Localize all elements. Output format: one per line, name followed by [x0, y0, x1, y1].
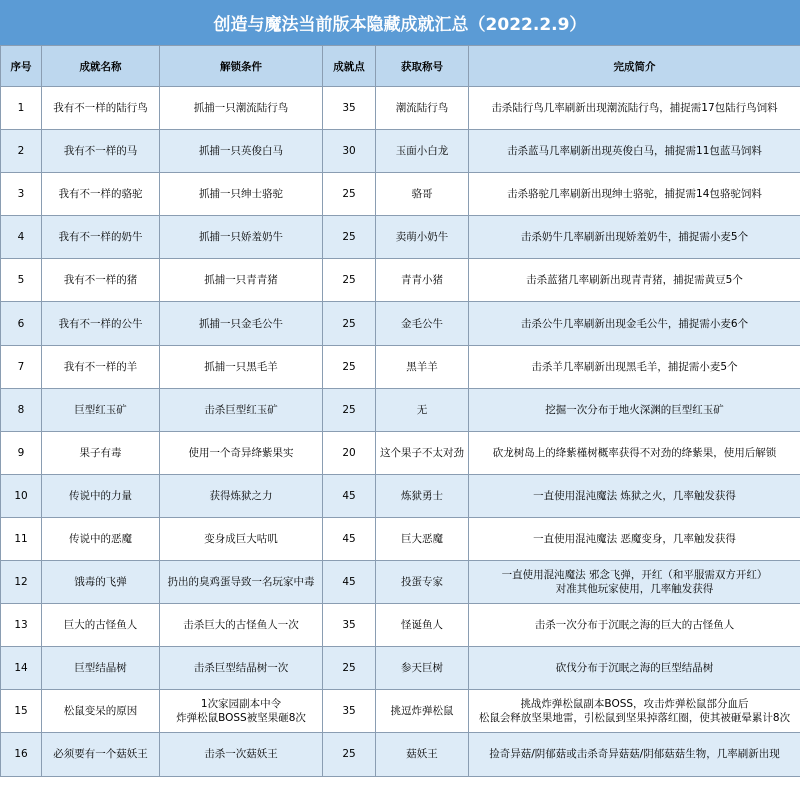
- cell-name: 巨型结晶树: [42, 647, 160, 690]
- cell-condition: 击杀巨大的古怪鱼人一次: [160, 604, 323, 647]
- cell-condition: [160, 690, 323, 733]
- cell-condition: 获得炼狱之力: [160, 474, 323, 517]
- table-row: [1, 517, 800, 560]
- table-row: [1, 259, 800, 302]
- cell-name: 松鼠变呆的原因: [42, 690, 160, 733]
- cell-description: 击杀陆行鸟几率刷新出现潮流陆行鸟，捕捉需17包陆行鸟饲料: [469, 87, 800, 130]
- cell-points: 25: [323, 173, 376, 216]
- cell-title: 黑羊羊: [376, 345, 469, 388]
- cell-condition-line-2: 炸弹松鼠BOSS被坚果砸8次: [176, 712, 306, 725]
- cell-condition: 抓捕一只金毛公牛: [160, 302, 323, 345]
- cell-index: 15: [1, 690, 42, 733]
- cell-name: 必须要有一个菇妖王: [42, 733, 160, 776]
- cell-condition: 击杀巨型红玉矿: [160, 388, 323, 431]
- cell-title: 潮流陆行鸟: [376, 87, 469, 130]
- cell-title: 这个果子不太对劲: [376, 431, 469, 474]
- cell-points: 25: [323, 302, 376, 345]
- cell-points: 25: [323, 388, 376, 431]
- cell-description-line-2: 松鼠会释放坚果地雷，引松鼠到坚果掉落红圈，使其被砸晕累计8次: [478, 712, 791, 725]
- cell-name: 我有不一样的羊: [42, 345, 160, 388]
- cell-description-line-1: 一直使用混沌魔法 邪念飞弹，开红（和平服需双方开红）: [501, 569, 768, 582]
- cell-points: 25: [323, 733, 376, 776]
- cell-name: 传说中的恶魔: [42, 517, 160, 560]
- cell-points: 25: [323, 647, 376, 690]
- cell-points: 30: [323, 130, 376, 173]
- cell-description-line-1: 挑战炸弹松鼠副本BOSS，攻击炸弹松鼠部分血后: [520, 698, 749, 711]
- cell-condition: 抓捕一只青青猪: [160, 259, 323, 302]
- table-row: [1, 474, 800, 517]
- cell-description: 击杀骆驼几率刷新出现绅士骆驼，捕捉需14包骆驼饲料: [469, 173, 800, 216]
- cell-description: 一直使用混沌魔法 炼狱之火，几率触发获得: [469, 474, 800, 517]
- cell-points: 25: [323, 259, 376, 302]
- cell-title: 巨大恶魔: [376, 517, 469, 560]
- cell-description: [469, 690, 800, 733]
- header-points: 成就点: [323, 46, 376, 87]
- table-row: [1, 561, 800, 604]
- cell-condition: 击杀一次菇妖王: [160, 733, 323, 776]
- cell-title: 菇妖王: [376, 733, 469, 776]
- cell-condition: 抓捕一只英俊白马: [160, 130, 323, 173]
- cell-index: 5: [1, 259, 42, 302]
- cell-points: 20: [323, 431, 376, 474]
- table-row: [1, 173, 800, 216]
- cell-condition: 扔出的臭鸡蛋导致一名玩家中毒: [160, 561, 323, 604]
- cell-title: 投蛋专家: [376, 561, 469, 604]
- cell-name: 我有不一样的骆驼: [42, 173, 160, 216]
- cell-name: 我有不一样的陆行鸟: [42, 87, 160, 130]
- table-row: [1, 604, 800, 647]
- cell-index: 9: [1, 431, 42, 474]
- cell-condition: 使用一个奇异绛紫果实: [160, 431, 323, 474]
- table-row: [1, 733, 800, 776]
- cell-title: 金毛公牛: [376, 302, 469, 345]
- cell-index: 12: [1, 561, 42, 604]
- cell-index: 16: [1, 733, 42, 776]
- cell-title: 参天巨树: [376, 647, 469, 690]
- cell-points: 25: [323, 216, 376, 259]
- table-row: [1, 690, 800, 733]
- cell-points: 35: [323, 604, 376, 647]
- cell-description: 一直使用混沌魔法 恶魔变身，几率触发获得: [469, 517, 800, 560]
- cell-title: 骆哥: [376, 173, 469, 216]
- cell-name: 饿毒的飞弹: [42, 561, 160, 604]
- cell-description: 砍伐分布于沉眠之海的巨型结晶树: [469, 647, 800, 690]
- cell-index: 7: [1, 345, 42, 388]
- cell-index: 14: [1, 647, 42, 690]
- cell-title: 无: [376, 388, 469, 431]
- cell-description: 击杀羊几率刷新出现黑毛羊，捕捉需小麦5个: [469, 345, 800, 388]
- header-index: 序号: [1, 46, 42, 87]
- table-header-row: [1, 46, 800, 87]
- table-row: [1, 216, 800, 259]
- table-row: [1, 87, 800, 130]
- cell-description: 击杀蓝猪几率刷新出现青青猪，捕捉需黄豆5个: [469, 259, 800, 302]
- header-description: 完成简介: [469, 46, 800, 87]
- cell-title: 挑逗炸弹松鼠: [376, 690, 469, 733]
- table-row: [1, 388, 800, 431]
- table-row: [1, 431, 800, 474]
- cell-description: 击杀奶牛几率刷新出现娇羞奶牛，捕捉需小麦5个: [469, 216, 800, 259]
- cell-index: 3: [1, 173, 42, 216]
- achievements-table: [0, 45, 800, 777]
- cell-points: 45: [323, 517, 376, 560]
- cell-name: 巨大的古怪鱼人: [42, 604, 160, 647]
- cell-points: 25: [323, 345, 376, 388]
- cell-name: 巨型红玉矿: [42, 388, 160, 431]
- cell-condition: 抓捕一只绅士骆驼: [160, 173, 323, 216]
- cell-description: 击杀一次分布于沉眠之海的巨大的古怪鱼人: [469, 604, 800, 647]
- cell-index: 13: [1, 604, 42, 647]
- cell-condition: 变身成巨大咕叽: [160, 517, 323, 560]
- cell-title: 玉面小白龙: [376, 130, 469, 173]
- cell-description-line-2: 对准其他玩家使用，几率触发获得: [555, 583, 714, 596]
- cell-condition-line-1: 1次家园副本中令: [200, 698, 282, 711]
- table-row: [1, 345, 800, 388]
- header-achievement-name: 成就名称: [42, 46, 160, 87]
- cell-points: 45: [323, 474, 376, 517]
- cell-name: 我有不一样的马: [42, 130, 160, 173]
- cell-points: 35: [323, 690, 376, 733]
- sheet-title: [0, 0, 800, 47]
- cell-index: 4: [1, 216, 42, 259]
- cell-title: 炼狱勇士: [376, 474, 469, 517]
- cell-description: [469, 561, 800, 604]
- cell-name: 我有不一样的公牛: [42, 302, 160, 345]
- table-row: [1, 302, 800, 345]
- cell-condition: 抓捕一只娇羞奶牛: [160, 216, 323, 259]
- cell-title: 卖萌小奶牛: [376, 216, 469, 259]
- cell-description: 击杀蓝马几率刷新出现英俊白马，捕捉需11包蓝马饲料: [469, 130, 800, 173]
- sheet-title-text: 创造与魔法当前版本隐藏成就汇总（2022.2.9）: [213, 15, 587, 35]
- cell-name: 我有不一样的奶牛: [42, 216, 160, 259]
- cell-name: 我有不一样的猪: [42, 259, 160, 302]
- cell-description: 挖掘一次分布于地火深渊的巨型红玉矿: [469, 388, 800, 431]
- cell-index: 10: [1, 474, 42, 517]
- cell-points: 35: [323, 87, 376, 130]
- cell-name: 果子有毒: [42, 431, 160, 474]
- cell-title: 青青小猪: [376, 259, 469, 302]
- cell-index: 8: [1, 388, 42, 431]
- cell-index: 2: [1, 130, 42, 173]
- cell-index: 11: [1, 517, 42, 560]
- header-title-obtained: 获取称号: [376, 46, 469, 87]
- cell-condition: 抓捕一只潮流陆行鸟: [160, 87, 323, 130]
- cell-condition: 抓捕一只黑毛羊: [160, 345, 323, 388]
- header-unlock-condition: 解锁条件: [160, 46, 323, 87]
- cell-name: 传说中的力量: [42, 474, 160, 517]
- table-row: [1, 647, 800, 690]
- cell-index: 6: [1, 302, 42, 345]
- cell-title: 怪诞鱼人: [376, 604, 469, 647]
- table-row: [1, 130, 800, 173]
- cell-condition: 击杀巨型结晶树一次: [160, 647, 323, 690]
- cell-description: 击杀公牛几率刷新出现金毛公牛，捕捉需小麦6个: [469, 302, 800, 345]
- cell-points: 45: [323, 561, 376, 604]
- cell-description: 捡奇异菇/阴郁菇或击杀奇异菇菇/阴郁菇菇生物，几率刷新出现: [469, 733, 800, 776]
- cell-index: 1: [1, 87, 42, 130]
- cell-description: 砍龙树岛上的绛紫槿树概率获得不对劲的绛紫果，使用后解锁: [469, 431, 800, 474]
